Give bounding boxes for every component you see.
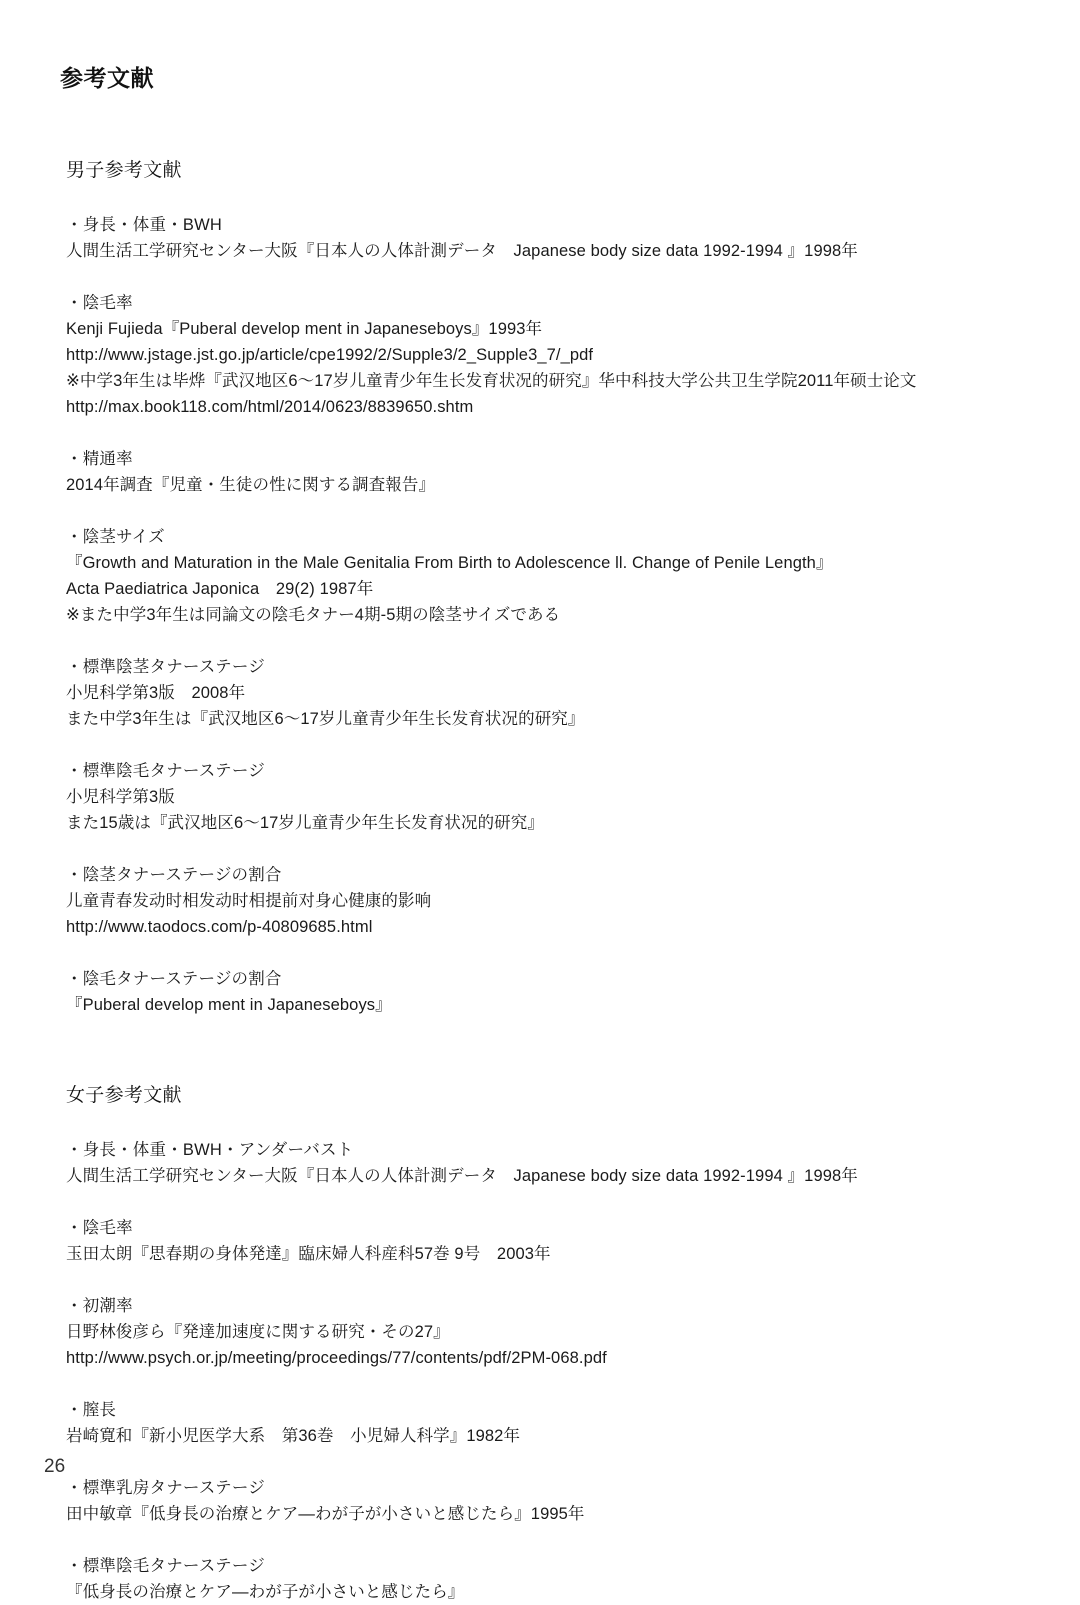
- reference-line: 『Growth and Maturation in the Male Genitalia From Birth to Adolescence ll. Change of Penile Length』: [66, 554, 833, 572]
- reference-bullet: ・標準陰毛タナーステージ: [66, 762, 265, 780]
- reference-entry: [66, 446, 1020, 498]
- reference-line: 人間生活工学研究センター大阪『日本人の人体計測データ Japanese body size data 1992-1994 』1998年: [66, 242, 858, 260]
- reference-line: ※中学3年生は毕烨『武汉地区6〜17岁儿童青少年生长发育状况的研究』华中科技大学公共卫生学院2011年硕士论文: [66, 372, 917, 390]
- reference-entry: [66, 1137, 1020, 1189]
- reference-line: また中学3年生は『武汉地区6〜17岁儿童青少年生长发育状况的研究』: [66, 710, 585, 728]
- reference-line: また15歳は『武汉地区6〜17岁儿童青少年生长发育状况的研究』: [66, 814, 544, 832]
- reference-entry: [66, 1553, 1020, 1605]
- reference-line: 人間生活工学研究センター大阪『日本人の人体計測データ Japanese body size data 1992-1994 』1998年: [66, 1167, 858, 1185]
- reference-bullet: ・精通率: [66, 450, 133, 468]
- reference-bullet: ・標準陰茎タナーステージ: [66, 658, 265, 676]
- reference-entry: [66, 1475, 1020, 1527]
- section-heading: 女子参考文献: [66, 1085, 182, 1106]
- reference-url: http://www.taodocs.com/p-40809685.html: [66, 918, 373, 936]
- page-title: 参考文献: [60, 65, 154, 91]
- reference-entry: [66, 212, 1020, 264]
- reference-bullet: ・膣長: [66, 1401, 117, 1419]
- reference-bullet: ・陰茎サイズ: [66, 528, 165, 546]
- reference-url: http://max.book118.com/html/2014/0623/8839650.shtm: [66, 398, 474, 416]
- reference-entry: [66, 862, 1020, 940]
- reference-line: 岩崎寛和『新小児医学大系 第36巻 小児婦人科学』1982年: [66, 1427, 521, 1445]
- reference-url: http://www.psych.or.jp/meeting/proceedings/77/contents/pdf/2PM-068.pdf: [66, 1349, 607, 1367]
- reference-line: 小児科学第3版: [66, 788, 175, 806]
- reference-line: ※また中学3年生は同論文の陰毛タナー4期-5期の陰茎サイズである: [66, 606, 561, 624]
- reference-bullet: ・陰毛率: [66, 294, 133, 312]
- reference-entry: [66, 1293, 1020, 1371]
- reference-entry: [66, 1397, 1020, 1449]
- reference-entry: [66, 966, 1020, 1018]
- reference-bullet: ・陰毛率: [66, 1219, 133, 1237]
- reference-bullet: ・初潮率: [66, 1297, 133, 1315]
- reference-line: 田中敏章『低身長の治療とケア―わが子が小さいと感じたら』1995年: [66, 1505, 585, 1523]
- reference-entry: [66, 290, 1020, 420]
- section-female-references: [66, 1080, 1020, 1605]
- reference-entry: [66, 524, 1020, 628]
- section-heading: 男子参考文献: [66, 160, 182, 181]
- document-body: [60, 93, 1020, 1605]
- reference-line: 儿童青春发动时相发动时相提前对身心健康的影响: [66, 892, 432, 910]
- reference-bullet: ・身長・体重・BWH・アンダーバスト: [66, 1141, 354, 1159]
- reference-bullet: ・標準陰毛タナーステージ: [66, 1557, 265, 1575]
- reference-url: http://www.jstage.jst.go.jp/article/cpe1992/2/Supple3/2_Supple3_7/_pdf: [66, 346, 594, 364]
- reference-line: Kenji Fujieda『Puberal develop ment in Japaneseboys』1993年: [66, 320, 543, 338]
- reference-line: 2014年調査『児童・生徒の性に関する調査報告』: [66, 476, 436, 494]
- section-male-references: [66, 155, 1020, 1018]
- reference-line: 『Puberal develop ment in Japaneseboys』: [66, 996, 392, 1014]
- reference-line: 玉田太朗『思春期の身体発達』臨床婦人科産科57巻 9号 2003年: [66, 1245, 551, 1263]
- reference-entry: [66, 1215, 1020, 1267]
- reference-bullet: ・陰茎タナーステージの割合: [66, 866, 282, 884]
- reference-line: 小児科学第3版 2008年: [66, 684, 246, 702]
- reference-bullet: ・標準乳房タナーステージ: [66, 1479, 265, 1497]
- reference-line: 『低身長の治療とケア―わが子が小さいと感じたら』: [66, 1583, 465, 1601]
- reference-bullet: ・陰毛タナーステージの割合: [66, 970, 282, 988]
- page-number: 26: [44, 1456, 66, 1477]
- reference-bullet: ・身長・体重・BWH: [66, 216, 222, 234]
- reference-entry: [66, 654, 1020, 732]
- reference-line: 日野林俊彦ら『発達加速度に関する研究・その27』: [66, 1323, 450, 1341]
- reference-line: Acta Paediatrica Japonica 29(2) 1987年: [66, 580, 374, 598]
- reference-entry: [66, 758, 1020, 836]
